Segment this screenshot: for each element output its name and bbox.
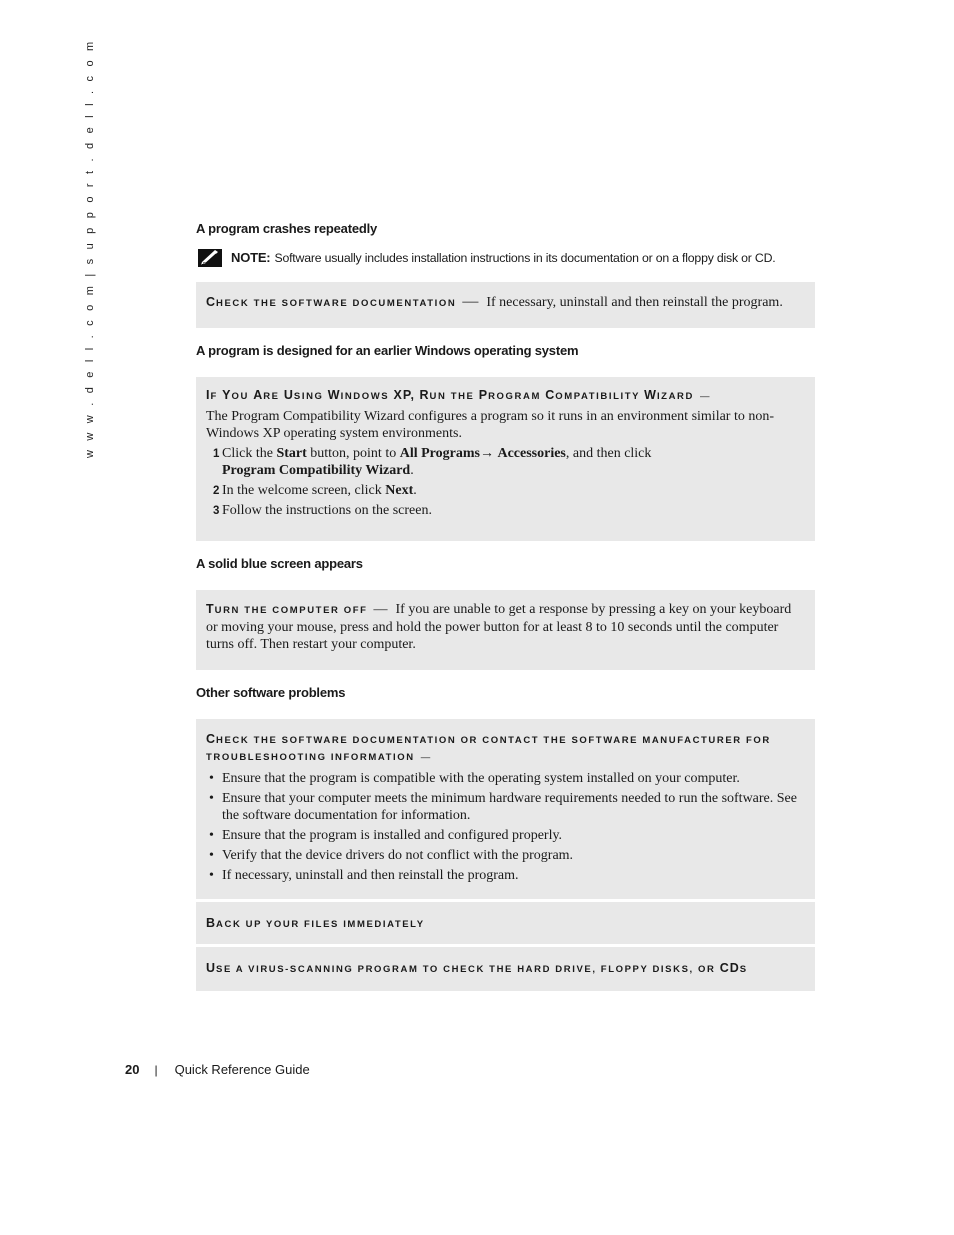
- steps-list: [206, 445, 805, 519]
- box-turn-computer-off: [196, 590, 815, 670]
- box-body: [206, 601, 805, 653]
- box-title: BACK UP YOUR FILES IMMEDIATELY: [206, 916, 425, 930]
- box-text: If you are unable to get a response by pressing a key on your keyboard or moving your mouse, press and hold the power button for at least 8 to 10 seconds until the computer turns off. Then restart your computer.: [206, 602, 792, 652]
- note-body: Software usually includes installation instructions in its documentation or on a floppy disk or CD.: [274, 251, 776, 265]
- main-content: [196, 221, 815, 991]
- box-title: IF YOU ARE USING WINDOWS XP, RUN THE PROGRAM COMPATIBILITY WIZARD —: [206, 388, 712, 402]
- title-dash: —: [462, 293, 479, 310]
- box-back-up-files: [196, 902, 815, 944]
- note-label: NOTE:: [231, 250, 271, 265]
- title-dash: —: [373, 602, 388, 617]
- page-footer: [125, 1062, 310, 1077]
- box-check-software-docs: [196, 282, 815, 328]
- list-item: 1 Click the Start button, point to All Programs→ Accessories, and then click Program Compatibility Wizard.: [213, 446, 652, 478]
- box-compatibility-wizard: [196, 377, 815, 541]
- footer-separator: |: [154, 1063, 158, 1077]
- heading-blue-screen: A solid blue screen appears: [196, 556, 363, 571]
- bullet-list: [206, 770, 805, 884]
- box-title: CHECK THE SOFTWARE DOCUMENTATION OR CONTACT THE SOFTWARE MANUFACTURER FOR TROUBLESHOOTING INFORMATION —: [206, 732, 771, 763]
- heading-other-problems: Other software problems: [196, 685, 346, 700]
- list-item: • Verify that the device drivers do not conflict with the program.: [209, 848, 574, 863]
- box-intro: The Program Compatibility Wizard configures a program so it runs in an environment similar to non-Windows XP operating system environments.: [206, 409, 775, 441]
- title-dash: —: [420, 752, 432, 763]
- note-text: [231, 250, 775, 265]
- note: [196, 247, 815, 269]
- note-pencil-icon: [198, 249, 222, 267]
- page-number: 20: [125, 1062, 140, 1077]
- list-item: • If necessary, uninstall and then reinstall the program.: [209, 868, 519, 883]
- list-item: • Ensure that the program is compatible with the operating system installed on your computer.: [209, 771, 740, 786]
- list-item: 3 Follow the instructions on the screen.: [213, 503, 432, 518]
- box-title: TURN THE COMPUTER OFF: [206, 602, 368, 616]
- list-item: • Ensure that your computer meets the minimum hardware requirements needed to run the software. See the software documentation for information.: [209, 791, 797, 823]
- heading-program-crashes: A program crashes repeatedly: [196, 221, 378, 236]
- box-check-docs-contact-manufacturer: [196, 719, 815, 899]
- heading-earlier-windows: A program is designed for an earlier Windows operating system: [196, 343, 579, 358]
- box-title: USE A VIRUS-SCANNING PROGRAM TO CHECK THE HARD DRIVE, FLOPPY DISKS, OR CDS: [206, 961, 748, 975]
- box-virus-scan: [196, 947, 815, 991]
- list-item: 2 In the welcome screen, click Next.: [213, 483, 417, 498]
- list-item: • Ensure that the program is installed and configured properly.: [209, 828, 563, 843]
- guide-title: Quick Reference Guide: [174, 1062, 310, 1077]
- side-url: w w w . d e l l . c o m | s u p p o r t . d e l l . c o m: [84, 38, 96, 458]
- title-dash: —: [699, 391, 712, 402]
- box-title: CHECK THE SOFTWARE DOCUMENTATION: [206, 295, 457, 309]
- box-text: If necessary, uninstall and then reinstall the program.: [486, 295, 783, 310]
